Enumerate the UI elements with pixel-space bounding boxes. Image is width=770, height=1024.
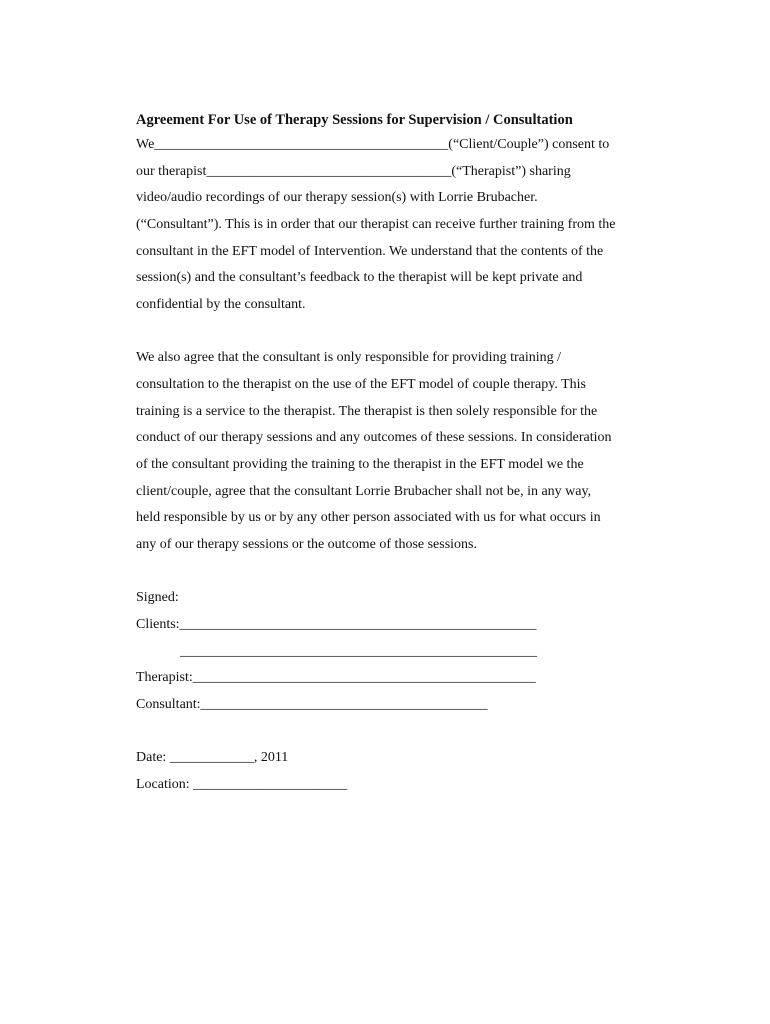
consultant-signature-line: Consultant:_________________________________________ (136, 697, 488, 713)
paragraph2-line: consultation to the therapist on the use of the EFT model of couple therapy. This (136, 377, 586, 392)
paragraph2-line: held responsible by us or by any other person associated with us for what occurs in (136, 510, 601, 526)
paragraph1-line: our therapist___________________________________(“Therapist”) sharing (136, 163, 571, 179)
document-title: Agreement For Use of Therapy Sessions for Supervision / Consultation (136, 112, 573, 128)
paragraph-spacer (136, 719, 676, 746)
clients-signature-line: Clients:___________________________________________________ (136, 617, 537, 632)
paragraph-spacer (136, 559, 676, 586)
therapist-signature-line: Therapist:_________________________________________________ (136, 670, 536, 686)
paragraph2-line: We also agree that the consultant is only responsible for providing training / (136, 350, 561, 366)
paragraph1-line: (“Consultant”). This is in order that our therapist can receive further training from the (136, 217, 616, 233)
date-line: Date: ____________, 2011 (136, 750, 289, 766)
paragraph1-line: confidential by the consultant. (136, 297, 306, 313)
paragraph-spacer (136, 319, 676, 346)
agreement-document (136, 108, 676, 799)
paragraph2-line: client/couple, agree that the consultant Lorrie Brubacher shall not be, in any way, (136, 483, 592, 499)
paragraph2-line: of the consultant providing the training to the therapist in the EFT model we the (136, 457, 584, 473)
paragraph1-line: consultant in the EFT model of Intervention. We understand that the contents of the (136, 243, 604, 259)
signed-label: Signed: (136, 590, 179, 606)
paragraph1-line: session(s) and the consultant’s feedback to the therapist will be kept private and (136, 270, 583, 286)
paragraph1-line: video/audio recordings of our therapy session(s) with Lorrie Brubacher. (136, 190, 538, 206)
location-line: Location: ______________________ (136, 776, 348, 792)
paragraph2-line: conduct of our therapy sessions and any outcomes of these sessions. In consideration (136, 430, 612, 446)
clients-second-signature-line: ___________________________________________________ (180, 643, 537, 659)
paragraph2-line: any of our therapy sessions or the outcome of those sessions. (136, 537, 477, 553)
paragraph1-line: We__________________________________________(“Client/Couple”) consent to (136, 137, 610, 152)
paragraph2-line: training is a service to the therapist. The therapist is then solely responsible for the (136, 403, 598, 419)
